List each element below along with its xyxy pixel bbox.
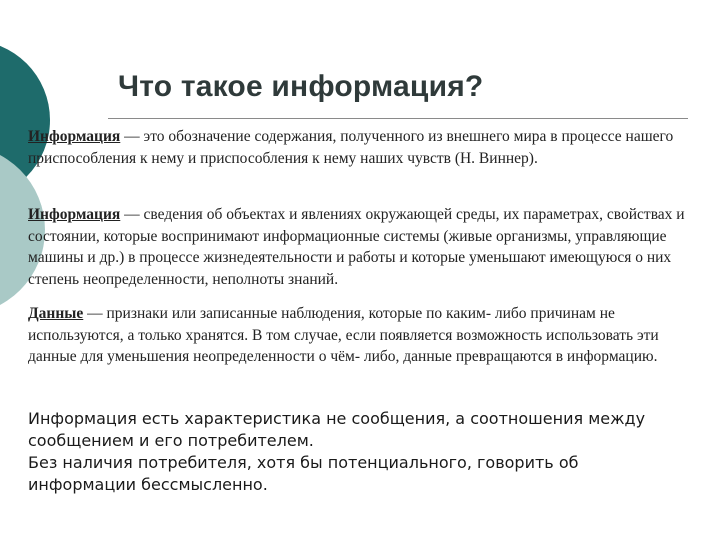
definition-3-term: Данные <box>28 305 84 322</box>
slide-title: Что такое информация? <box>118 70 484 103</box>
definition-3-text: — признаки или записанные наблюдения, которые по каким- либо причинам не используются, а только хранятся. В том случае, если появляется возможность использовать эти данные для уменьшения неопределенности о чём- либо, данные превращаются в информацию. <box>28 305 659 365</box>
title-divider <box>108 118 688 119</box>
definition-3 <box>28 303 700 368</box>
definition-2-text: — сведения об объектах и явлениях окружающей среды, их параметрах, свойствах и состоянии, которые воспринимают информационные системы (живые организмы, управляющие машины и др.) в процессе жизнедеятельности и работы и которые уменьшают имеющуюся о них степень неопределенности, неполноты знаний. <box>28 206 685 288</box>
definition-1-text: — это обозначение содержания, полученного из внешнего мира в процессе нашего приспособления к нему и приспособления к нему наших чувств (Н. Виннер). <box>28 128 674 167</box>
definition-1 <box>28 126 700 169</box>
conclusion <box>28 408 688 496</box>
definition-2-term: Информация <box>28 206 121 223</box>
definition-1-term: Информация <box>28 128 121 145</box>
conclusion-line-1: Информация есть характеристика не сообщения, а соотношения между сообщением и его потребителем. <box>28 409 646 450</box>
definition-2 <box>28 204 700 290</box>
conclusion-line-2: Без наличия потребителя, хотя бы потенциального, говорить об информации бессмысленно. <box>28 453 579 494</box>
